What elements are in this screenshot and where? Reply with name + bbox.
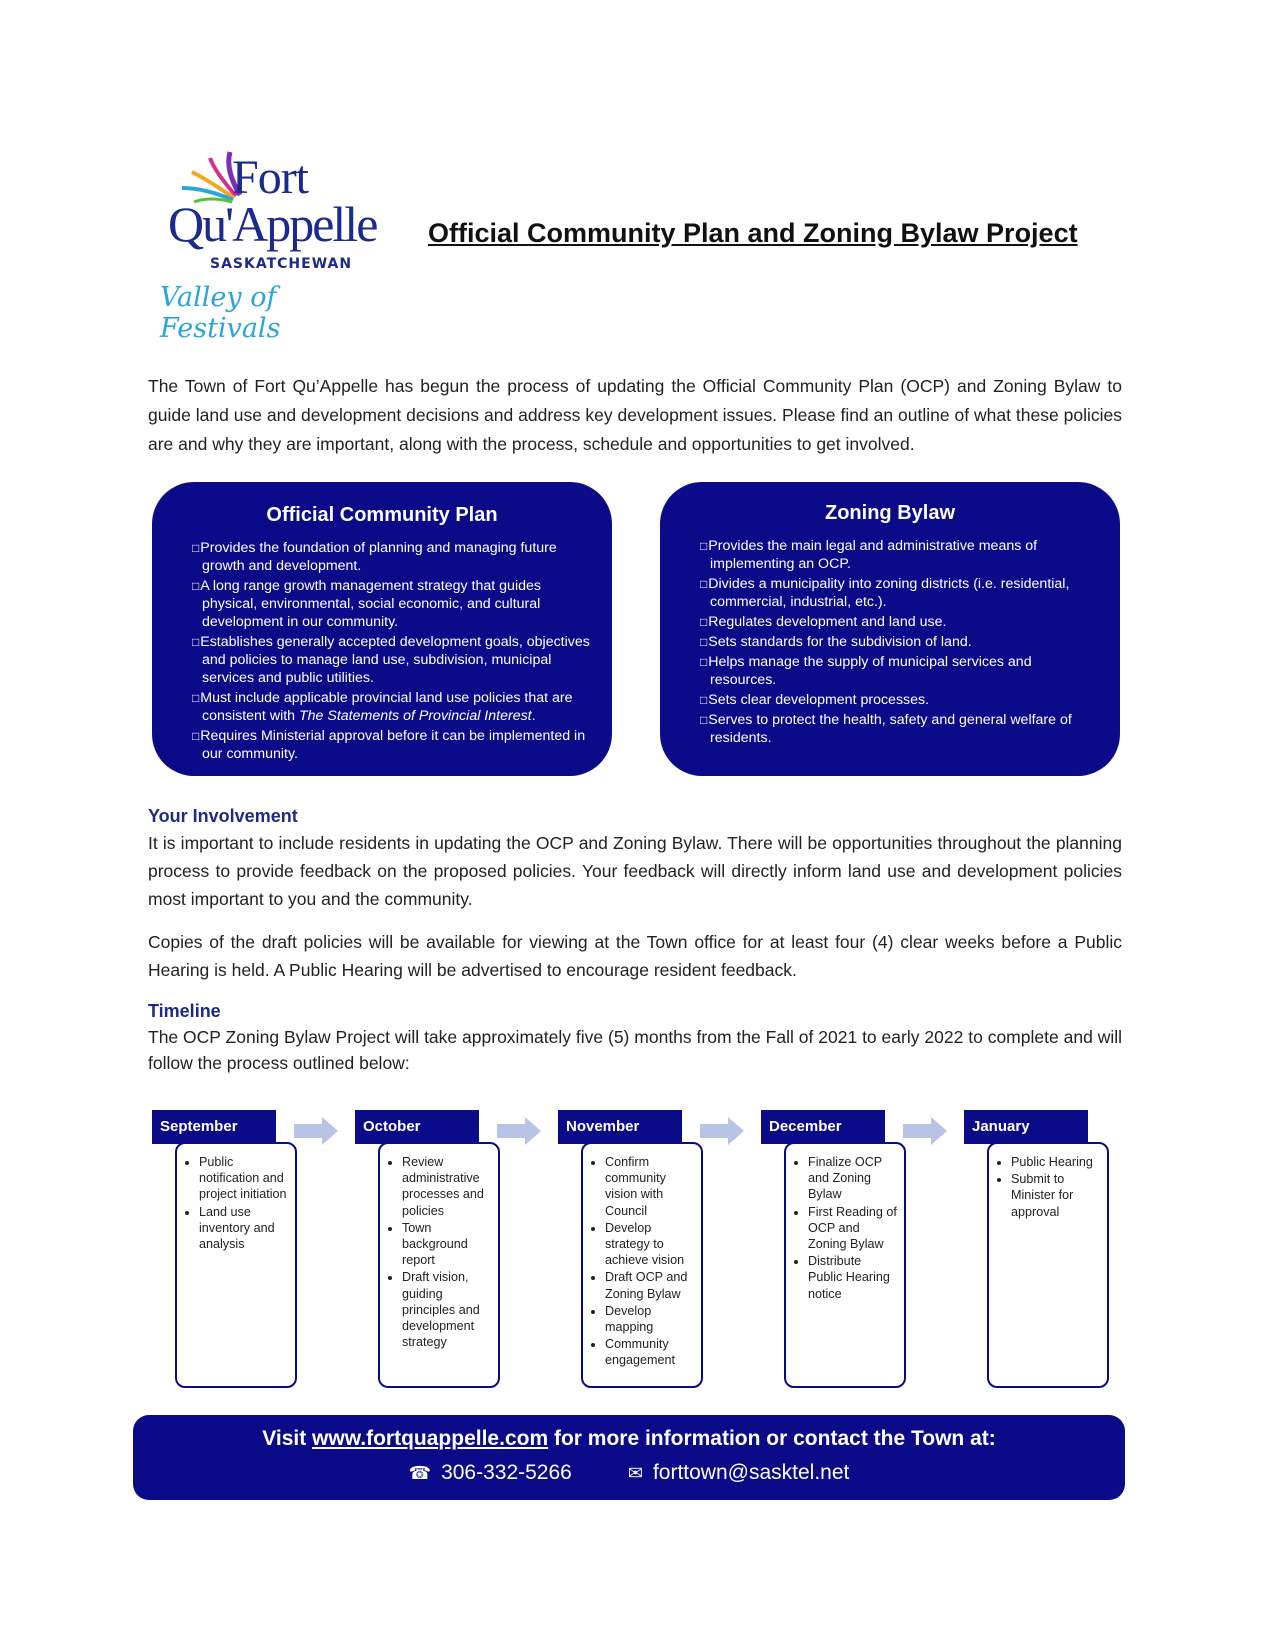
list-item: • Town background report (402, 1220, 492, 1269)
phase-list (786, 1144, 904, 1302)
footer-visit-suffix: for more information or contact the Town at: (548, 1427, 996, 1450)
list-item: • Develop mapping (605, 1303, 695, 1335)
right-arrow-icon (497, 1117, 541, 1145)
phase-card-december (784, 1142, 906, 1388)
town-logo (160, 150, 400, 344)
footer-visit-prefix: Visit (262, 1427, 313, 1450)
contact-footer (133, 1415, 1125, 1500)
zoning-box (660, 482, 1120, 776)
list-item: • Draft vision, guiding principles and development strategy (402, 1269, 492, 1350)
involvement-heading: Your Involvement (148, 806, 298, 826)
logo-line1: Fort (232, 151, 309, 204)
list-item: • First Reading of OCP and Zoning Bylaw (808, 1204, 898, 1253)
list-item: • Community engagement (605, 1336, 695, 1368)
phase-card-november (581, 1142, 703, 1388)
list-item: □ Establishes generally accepted development goals, objectives and policies to manage land use, subdivision, municipal services and public utilities. (192, 633, 590, 687)
right-arrow-icon (903, 1117, 947, 1145)
timeline-paragraph: The OCP Zoning Bylaw Project will take approximately five (5) months from the Fall of 2021 to early 2022 to complete and will follow the process outlined below: (148, 1027, 1122, 1073)
page-title: Official Community Plan and Zoning Bylaw Project (428, 218, 1078, 248)
phase-header-september: September (152, 1110, 276, 1144)
list-item: □ A long range growth management strategy that guides physical, environmental, social economic, and cultural development in our community. (192, 577, 590, 631)
ocp-box (152, 482, 612, 776)
list-item: • Distribute Public Hearing notice (808, 1253, 898, 1302)
phone-icon: ☎ (408, 1463, 432, 1483)
phase-card-october (378, 1142, 500, 1388)
list-item: • Land use inventory and analysis (199, 1204, 289, 1253)
zoning-list (660, 537, 1120, 747)
ocp-item4-italic: The Statements of Provincial Interest (299, 708, 532, 724)
list-item: □ Helps manage the supply of municipal services and resources. (700, 653, 1098, 689)
phase-header-december: December (761, 1110, 885, 1144)
list-item: • Finalize OCP and Zoning Bylaw (808, 1154, 898, 1203)
phase-header-november: November (558, 1110, 682, 1144)
ocp-list (152, 539, 612, 763)
right-arrow-icon (294, 1117, 338, 1145)
phase-list (177, 1144, 295, 1252)
logo-line2: Qu'Appelle (168, 196, 377, 252)
right-arrow-icon (700, 1117, 744, 1145)
phase-list (380, 1144, 498, 1350)
phase-card-january (987, 1142, 1109, 1388)
footer-contact-line (133, 1461, 1125, 1485)
list-item: □ Provides the foundation of planning and managing future growth and development. (192, 539, 590, 575)
footer-visit-line (133, 1427, 1125, 1451)
ocp-item4-suffix: . (531, 708, 536, 724)
phase-list (989, 1144, 1107, 1220)
list-item: • Develop strategy to achieve vision (605, 1220, 695, 1269)
involvement-paragraph-2: Copies of the draft policies will be available for viewing at the Town office for at least four (4) clear weeks before a Public Hearing is held. A Public Hearing will be advertised to encourage resident feedback. (148, 932, 1122, 980)
list-item: • Confirm community vision with Council (605, 1154, 695, 1219)
list-item: □ Sets standards for the subdivision of land. (700, 633, 1098, 651)
logo-line3: SASKATCHEWAN (210, 256, 353, 272)
mail-icon: ✉ (627, 1463, 643, 1483)
list-item: • Submit to Minister for approval (1011, 1171, 1101, 1220)
website-link[interactable]: www.fortquappelle.com (312, 1427, 549, 1450)
list-item: • Draft OCP and Zoning Bylaw (605, 1269, 695, 1301)
list-item: □ Provides the main legal and administrative means of implementing an OCP. (700, 537, 1098, 573)
list-item: □ Requires Ministerial approval before it can be implemented in our community. (192, 727, 590, 763)
list-item (192, 689, 590, 725)
phase-header-january: January (964, 1110, 1088, 1144)
list-item: □ Serves to protect the health, safety and general welfare of residents. (700, 711, 1098, 747)
list-item: • Public Hearing (1011, 1154, 1101, 1170)
phone-number[interactable]: 306-332-5266 (441, 1461, 572, 1484)
email-address[interactable]: forttown@sasktel.net (652, 1461, 850, 1484)
ocp-item4-text: Must include applicable provincial land use policies that are consistent with (200, 690, 573, 724)
zoning-heading: Zoning Bylaw (825, 502, 955, 524)
timeline-heading: Timeline (148, 1001, 221, 1021)
list-item: □ Sets clear development processes. (700, 691, 1098, 709)
phase-list (583, 1144, 701, 1369)
involvement-paragraph-1: It is important to include residents in updating the OCP and Zoning Bylaw. There will be opportunities throughout the planning process to provide feedback on the proposed policies. Your feedback will directly inform land use and development policies most important to you and the community. (148, 833, 1122, 909)
list-item: □ Divides a municipality into zoning districts (i.e. residential, commercial, industrial, etc.). (700, 575, 1098, 611)
ocp-heading: Official Community Plan (266, 504, 498, 526)
intro-paragraph: The Town of Fort Qu’Appelle has begun the process of updating the Official Community Plan (OCP) and Zoning Bylaw to guide land use and development decisions and address key development issues. Please find an outline of what these policies are and why they are important, along with the process, schedule and opportunities to get involved. (148, 376, 1122, 454)
logo-tagline: Valley of Festivals (160, 282, 281, 344)
phase-card-september (175, 1142, 297, 1388)
list-item: □ Regulates development and land use. (700, 613, 1098, 631)
phase-header-october: October (355, 1110, 479, 1144)
list-item: • Public notification and project initiation (199, 1154, 289, 1203)
list-item: • Review administrative processes and policies (402, 1154, 492, 1219)
